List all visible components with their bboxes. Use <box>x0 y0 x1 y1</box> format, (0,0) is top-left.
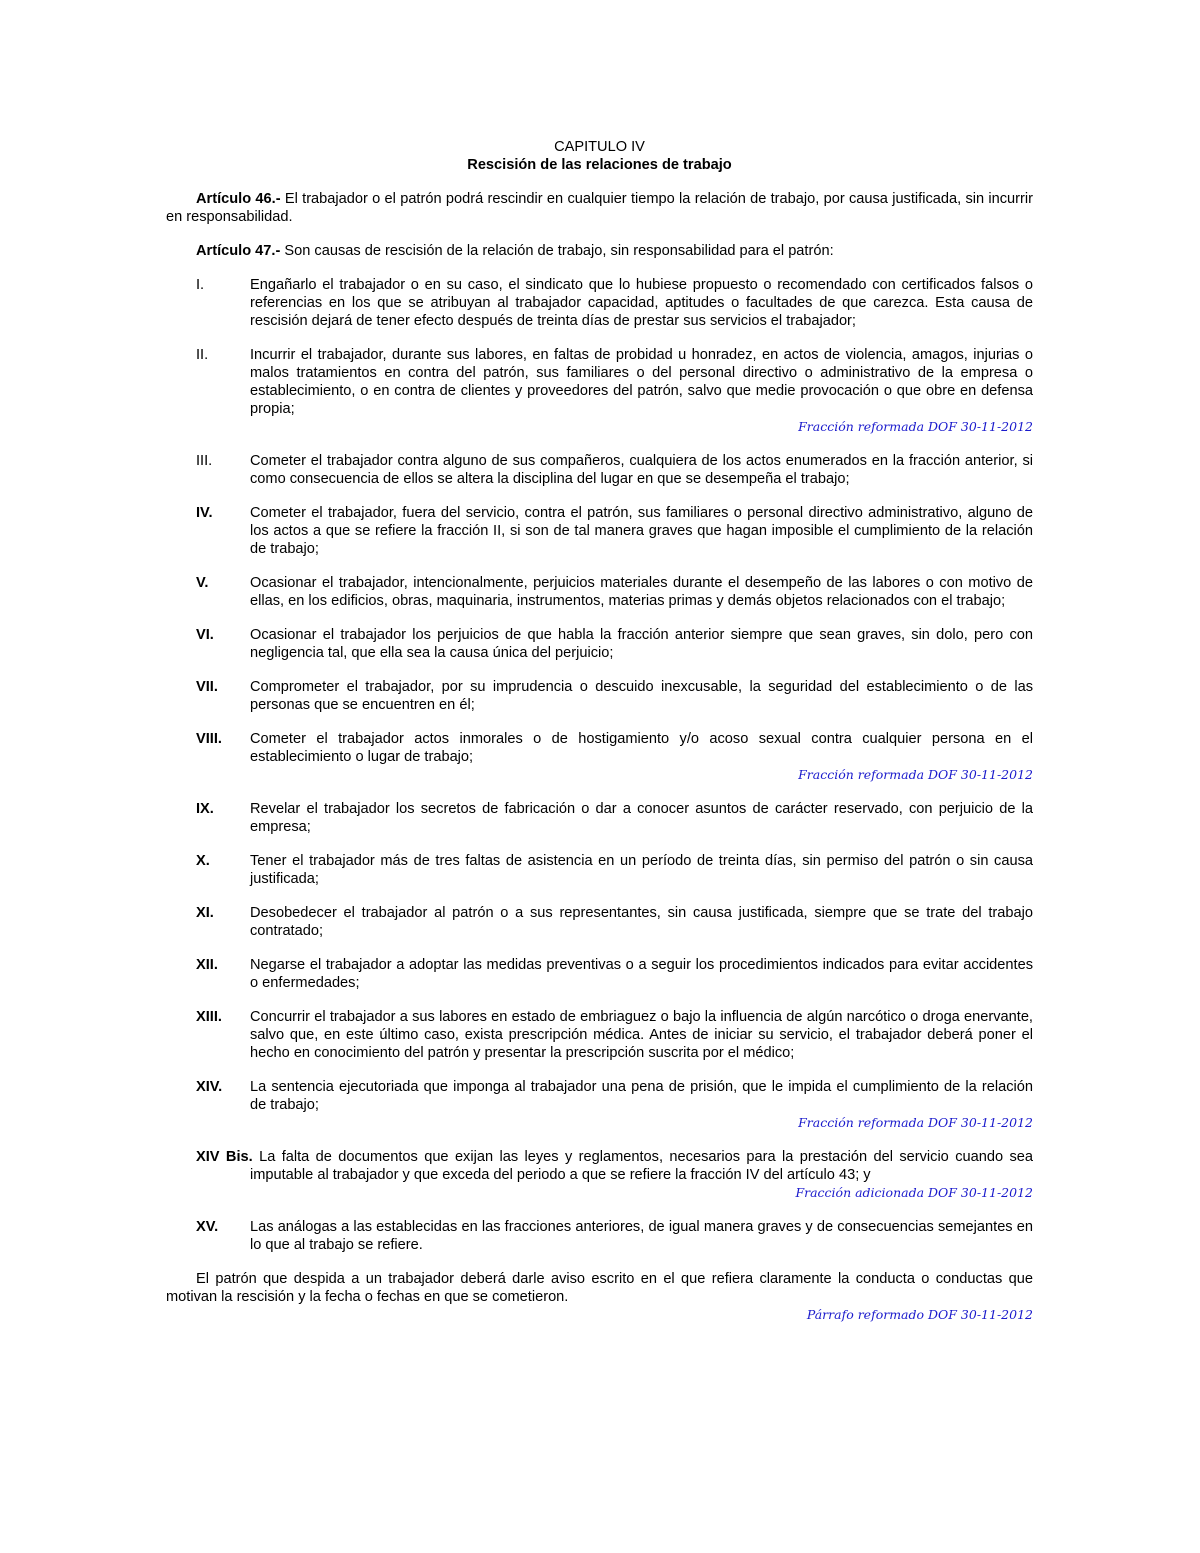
fraction-number: XIV. <box>196 1079 223 1095</box>
fraction-list <box>166 276 1033 1132</box>
fraction-xv-number: XV. <box>196 1219 219 1235</box>
fraction-item <box>166 276 1033 330</box>
fraction-item <box>166 1008 1033 1062</box>
fraction-text: Cometer el trabajador, fuera del servicio, contra el patrón, sus familiares o personal directivo administrativo, alguno de los actos a que se refiere la fracción II, si son de tal manera graves que hagan imposible el cumplimiento de la relación de trabajo; <box>250 505 1033 557</box>
chapter-subtitle: Rescisión de las relaciones de trabajo <box>467 157 732 173</box>
fraction-item <box>166 800 1033 836</box>
fraction-text: Incurrir el trabajador, durante sus labores, en faltas de probidad u honradez, en actos de violencia, amagos, injurias o malos tratamientos en contra del patrón, sus familiares o del personal directivo o administrativo de la empresa o establecimiento, o en contra de clientes y proveedores del patrón, salvo que medie provocación o que obre en defensa propia; <box>250 347 1033 417</box>
fraction-text: Negarse el trabajador a adoptar las medidas preventivas o a seguir los procedimientos indicados para evitar accidentes o enfermedades; <box>250 957 1033 991</box>
fraction-text: Tener el trabajador más de tres faltas de asistencia en un período de treinta días, sin permiso del patrón o sin causa justificada; <box>250 853 1033 887</box>
fraction-item <box>166 346 1033 436</box>
fraction-text: Engañarlo el trabajador o en su caso, el sindicato que lo hubiese propuesto o recomendado con certificados falsos o referencias en los que se atribuyan al trabajador capacidad, aptitudes o facultades de que carezca. Esta causa de rescisión dejará de tener efecto después de treinta días de prestar sus servicios el trabajador; <box>250 277 1033 329</box>
fraction-text: Concurrir el trabajador a sus labores en estado de embriaguez o bajo la influencia de algún narcótico o droga enervante, salvo que, en este último caso, exista prescripción médica. Antes de iniciar su servicio, el trabajador deberá poner el hecho en conocimiento del patrón y presentar la prescripción suscrita por el médico; <box>250 1009 1033 1061</box>
fraction-number: X. <box>196 853 210 869</box>
fraction-number: XII. <box>196 957 218 973</box>
fraction-number: XI. <box>196 905 214 921</box>
fraction-text: Comprometer el trabajador, por su imprudencia o descuido inexcusable, la seguridad del establecimiento o de las personas que se encuentren en él; <box>250 679 1033 713</box>
fraction-item <box>166 956 1033 992</box>
fraction-note: Fracción reformada DOF 30-11-2012 <box>798 419 1033 434</box>
final-paragraph-note: Párrafo reformado DOF 30-11-2012 <box>806 1307 1033 1322</box>
fraction-xv-text: Las análogas a las establecidas en las fracciones anteriores, de igual manera graves y de consecuencias semejantes en lo que al trabajo se refiere. <box>250 1219 1033 1253</box>
fraction-number: VII. <box>196 679 218 695</box>
fraction-xv <box>166 1218 1033 1254</box>
article-47-label: Artículo 47.- <box>196 243 281 259</box>
article-47-text: Son causas de rescisión de la relación de trabajo, sin responsabilidad para el patrón: <box>280 243 834 259</box>
fraction-note: Fracción reformada DOF 30-11-2012 <box>798 767 1033 782</box>
fraction-number: III. <box>196 453 213 469</box>
article-46-label: Artículo 46.- <box>196 191 281 207</box>
fraction-text: La sentencia ejecutoriada que imponga al trabajador una pena de prisión, que le impida el cumplimiento de la relación de trabajo; <box>250 1079 1033 1113</box>
fraction-item <box>166 504 1033 558</box>
fraction-item <box>166 678 1033 714</box>
fraction-xiv-bis-text: La falta de documentos que exijan las leyes y reglamentos, necesarios para la prestación del servicio cuando sea imputable al trabajador y que exceda del periodo a que se refiere la fracción IV del artículo 43; y <box>250 1149 1033 1183</box>
fraction-number: II. <box>196 347 209 363</box>
fraction-xiv-bis-body <box>196 1148 1033 1184</box>
fraction-item <box>166 904 1033 940</box>
fraction-number: IV. <box>196 505 213 521</box>
fraction-text: Ocasionar el trabajador, intencionalmente, perjuicios materiales durante el desempeño de las labores o con motivo de ellas, en los edificios, obras, maquinaria, instrumentos, materias primas y demás objetos relacionados con el trabajo; <box>250 575 1033 609</box>
fraction-item <box>166 852 1033 888</box>
fraction-xiv-bis <box>166 1148 1033 1202</box>
fraction-item <box>166 452 1033 488</box>
fraction-item <box>166 1078 1033 1132</box>
article-46 <box>166 190 1033 226</box>
fraction-number: V. <box>196 575 209 591</box>
fraction-xiv-bis-number: XIV Bis. <box>196 1149 253 1165</box>
fraction-xiv-bis-note: Fracción adicionada DOF 30-11-2012 <box>795 1185 1033 1200</box>
fraction-number: I. <box>196 277 205 293</box>
article-47 <box>166 242 1033 260</box>
fraction-number: VIII. <box>196 731 222 747</box>
fraction-item <box>166 574 1033 610</box>
fraction-item <box>166 730 1033 784</box>
fraction-text: Cometer el trabajador contra alguno de sus compañeros, cualquiera de los actos enumerados en la fracción anterior, si como consecuencia de ellos se altera la disciplina del lugar en que se desempeña el trabajo; <box>250 453 1033 487</box>
fraction-text: Ocasionar el trabajador los perjuicios de que habla la fracción anterior siempre que sean graves, sin dolo, pero con negligencia tal, que ella sea la causa única del perjuicio; <box>250 627 1033 661</box>
fraction-number: IX. <box>196 801 214 817</box>
fraction-number: VI. <box>196 627 214 643</box>
final-paragraph: El patrón que despida a un trabajador deberá darle aviso escrito en el que refiera claramente la conducta o conductas que motivan la rescisión y la fecha o fechas en que se cometieron. <box>166 1271 1033 1305</box>
fraction-item <box>166 626 1033 662</box>
fraction-note: Fracción reformada DOF 30-11-2012 <box>798 1115 1033 1130</box>
fraction-text: Desobedecer el trabajador al patrón o a sus representantes, sin causa justificada, siempre que se trate del trabajo contratado; <box>250 905 1033 939</box>
chapter-title: CAPITULO IV <box>554 139 645 155</box>
fraction-text: Cometer el trabajador actos inmorales o de hostigamiento y/o acoso sexual contra cualquier persona en el establecimiento o lugar de trabajo; <box>250 731 1033 765</box>
article-46-text: El trabajador o el patrón podrá rescindir en cualquier tiempo la relación de trabajo, por causa justificada, sin incurrir en responsabilidad. <box>166 191 1033 225</box>
fraction-number: XIII. <box>196 1009 222 1025</box>
fraction-text: Revelar el trabajador los secretos de fabricación o dar a conocer asuntos de carácter reservado, con perjuicio de la empresa; <box>250 801 1033 835</box>
document-page <box>166 138 1033 1324</box>
